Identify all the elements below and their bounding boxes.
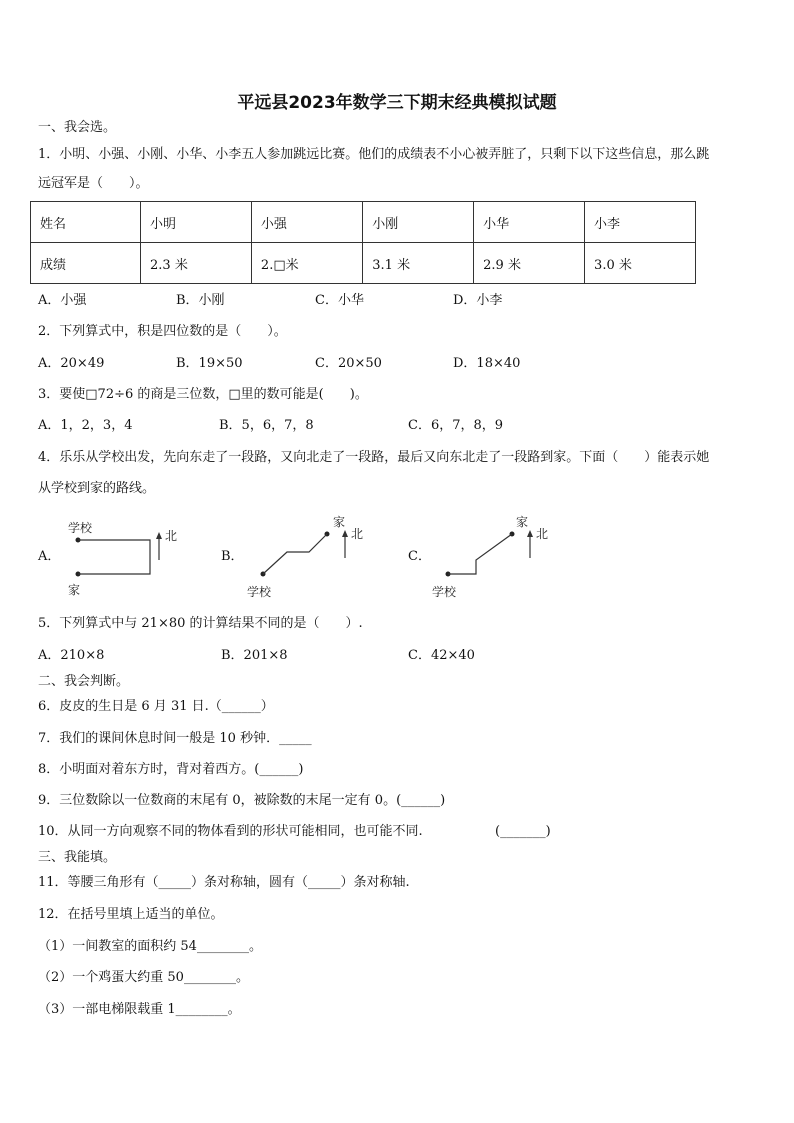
section-heading-3: 三、我能填。	[38, 850, 117, 865]
question-2: 2．下列算式中，积是四位数的是（ ）。	[38, 324, 287, 339]
school-label: 学校	[247, 585, 272, 599]
north-label: 北	[536, 527, 549, 541]
north-arrow-head-icon	[527, 530, 533, 537]
q2-option-a[interactable]: A．20×49	[38, 356, 105, 371]
question-12-item-1: （1）一间教室的面积约 54________。	[38, 939, 262, 954]
table-cell: 小强	[251, 202, 362, 243]
route-path	[263, 534, 327, 574]
q2-option-b[interactable]: B．19×50	[176, 356, 243, 371]
table-cell: 小李	[585, 202, 696, 243]
q2-option-d[interactable]: D．18×40	[453, 356, 521, 371]
table-cell: 2.□米	[251, 243, 362, 284]
question-8: 8．小明面对着东方时，背对着西方。(______)	[38, 762, 304, 777]
question-12-item-2: （2）一个鸡蛋大约重 50________。	[38, 970, 249, 985]
question-1-line-1: 1．小明、小强、小刚、小华、小李五人参加跳远比赛。他们的成绩表不小心被弄脏了，只剩下以下这些信息，那么跳	[38, 147, 710, 162]
north-arrow-head-icon	[342, 530, 348, 537]
question-9: 9．三位数除以一位数商的末尾有 0，被除数的末尾一定有 0。(______)	[38, 793, 446, 808]
table-row	[31, 243, 696, 284]
table-cell: 小华	[474, 202, 585, 243]
table-cell: 成绩	[31, 243, 141, 284]
page-title: 平远县2023年数学三下期末经典模拟试题	[237, 93, 557, 113]
home-label: 家	[333, 515, 346, 529]
question-4-line-1: 4．乐乐从学校出发，先向东走了一段路，又向北走了一段路，最后又向东北走了一段路到家。下面（ ）能表示她	[38, 450, 710, 465]
route-diagram-c	[430, 512, 560, 602]
q5-option-c[interactable]: C．42×40	[408, 648, 475, 663]
q4-option-c[interactable]: C．	[408, 549, 431, 564]
table-cell: 小明	[141, 202, 252, 243]
scores-table	[30, 201, 696, 284]
q1-option-b[interactable]: B．小刚	[176, 293, 225, 308]
q3-option-a[interactable]: A．1，2，3，4	[38, 418, 133, 433]
table-cell: 2.3 米	[141, 243, 252, 284]
table-cell: 姓名	[31, 202, 141, 243]
q1-option-c[interactable]: C．小华	[315, 293, 364, 308]
home-label: 家	[68, 583, 81, 597]
school-label: 学校	[432, 585, 457, 599]
question-12: 12．在括号里填上适当的单位。	[38, 907, 224, 922]
question-6: 6．皮皮的生日是 6 月 31 日.（______）	[38, 699, 274, 714]
q1-option-a[interactable]: A．小强	[38, 293, 87, 308]
route-diagram-b	[245, 512, 375, 602]
q1-option-d[interactable]: D．小李	[453, 293, 503, 308]
table-row	[31, 202, 696, 243]
school-label: 学校	[68, 521, 93, 535]
q3-option-b[interactable]: B．5，6，7，8	[219, 418, 314, 433]
north-label: 北	[165, 529, 178, 543]
question-11: 11．等腰三角形有（_____）条对称轴，圆有（_____）条对称轴.	[38, 875, 410, 890]
q3-option-c[interactable]: C．6，7，8，9	[408, 418, 504, 433]
q5-option-b[interactable]: B．201×8	[221, 648, 288, 663]
table-cell: 2.9 米	[474, 243, 585, 284]
question-10: 10．从同一方向观察不同的物体看到的形状可能相同，也可能不同.	[38, 824, 423, 839]
q5-option-a[interactable]: A．210×8	[38, 648, 105, 663]
table-cell: 3.0 米	[585, 243, 696, 284]
section-heading-2: 二、我会判断。	[38, 674, 130, 689]
north-label: 北	[351, 527, 364, 541]
q4-option-a[interactable]: A．	[38, 549, 61, 564]
route-path	[78, 540, 150, 574]
q2-option-c[interactable]: C．20×50	[315, 356, 382, 371]
question-1-line-2: 远冠军是（ ）。	[38, 176, 149, 191]
section-heading-1: 一、我会选。	[38, 120, 117, 135]
question-4-line-2: 从学校到家的路线。	[38, 481, 156, 496]
home-label: 家	[516, 515, 529, 529]
q4-option-b[interactable]: B．	[221, 549, 244, 564]
question-12-item-3: （3）一部电梯限载重 1________。	[38, 1002, 241, 1017]
table-cell: 3.1 米	[363, 243, 474, 284]
question-5: 5．下列算式中与 21×80 的计算结果不同的是（ ）.	[38, 616, 363, 631]
route-diagram-a	[60, 518, 190, 598]
question-3: 3．要使□72÷6 的商是三位数，□里的数可能是( )。	[38, 387, 368, 402]
table-cell: 小刚	[363, 202, 474, 243]
question-7: 7．我们的课间休息时间一般是 10 秒钟．_____	[38, 731, 312, 746]
north-arrow-head-icon	[156, 532, 162, 539]
route-path	[448, 534, 512, 574]
question-10-blank[interactable]: (_______)	[495, 824, 551, 839]
